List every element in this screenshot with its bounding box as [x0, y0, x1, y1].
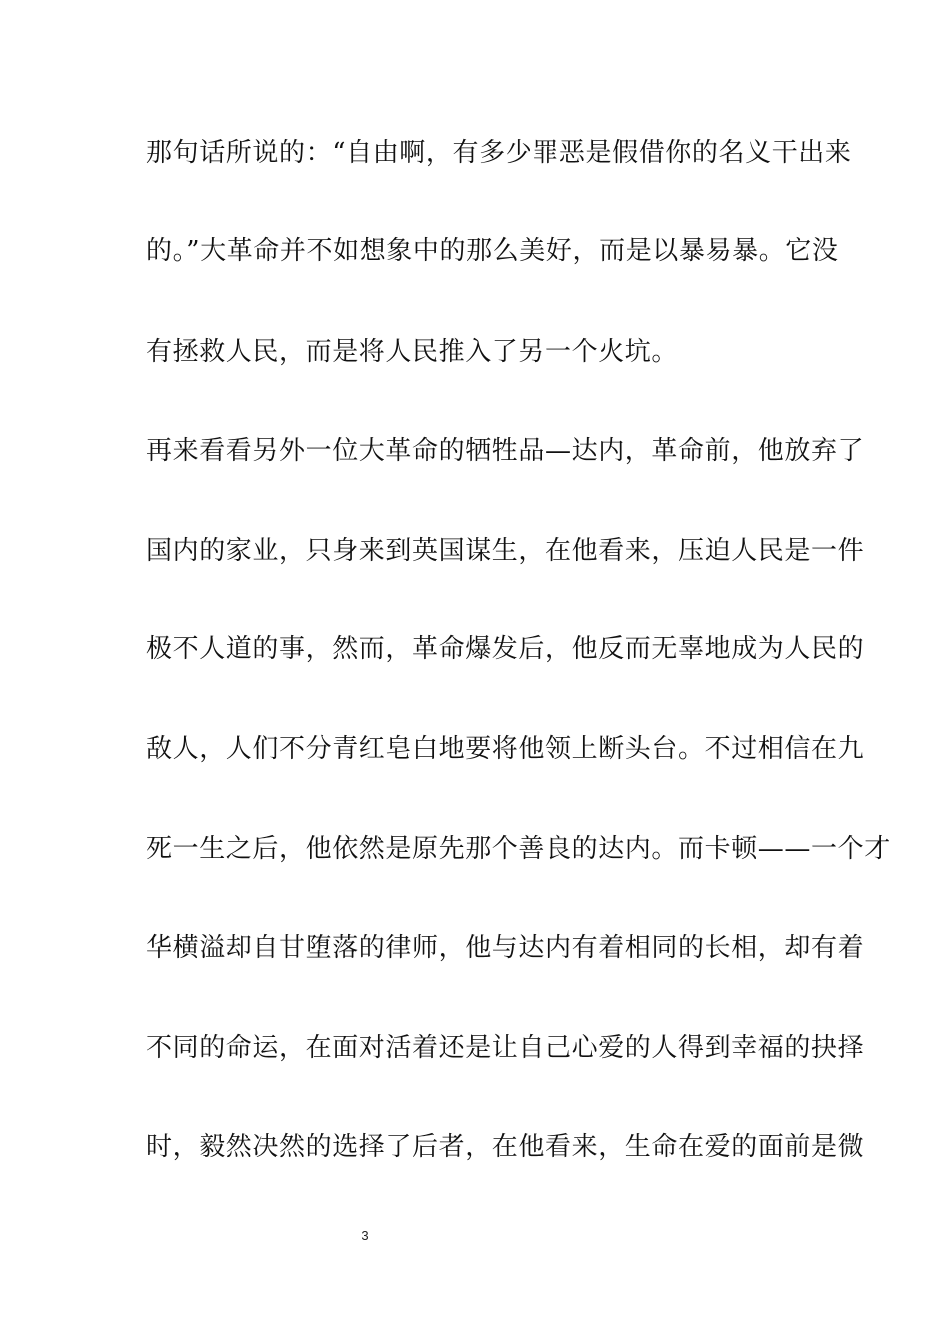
text-line-5: 国内的家业，只身来到英国谋生，在他看来，压迫人民是一件 [146, 536, 865, 566]
text-line-6: 极不人道的事，然而，革命爆发后，他反而无辜地成为人民的 [146, 634, 865, 664]
text-line-3: 有拯救人民，而是将人民推入了另一个火坑。 [146, 337, 679, 367]
text-line-1: 那句话所说的：“自由啊，有多少罪恶是假借你的名义干出来 [146, 138, 852, 168]
text-line-7: 敌人，人们不分青红皂白地要将他领上断头台。不过相信在九 [146, 734, 865, 764]
text-line-4: 再来看看另外一位大革命的牺牲品—达内，革命前，他放弃了 [146, 436, 865, 466]
page-number: 3 [361, 1228, 369, 1243]
text-line-9: 华横溢却自甘堕落的律师，他与达内有着相同的长相，却有着 [146, 933, 865, 963]
text-line-10: 不同的命运，在面对活着还是让自己心爱的人得到幸福的抉择 [146, 1033, 865, 1063]
text-line-11: 时，毅然决然的选择了后者，在他看来，生命在爱的面前是微 [146, 1132, 865, 1162]
text-line-8: 死一生之后，他依然是原先那个善良的达内。而卡顿——一个才 [146, 834, 891, 864]
text-line-2: 的。”大革命并不如想象中的那么美好，而是以暴易暴。它没 [146, 236, 839, 266]
